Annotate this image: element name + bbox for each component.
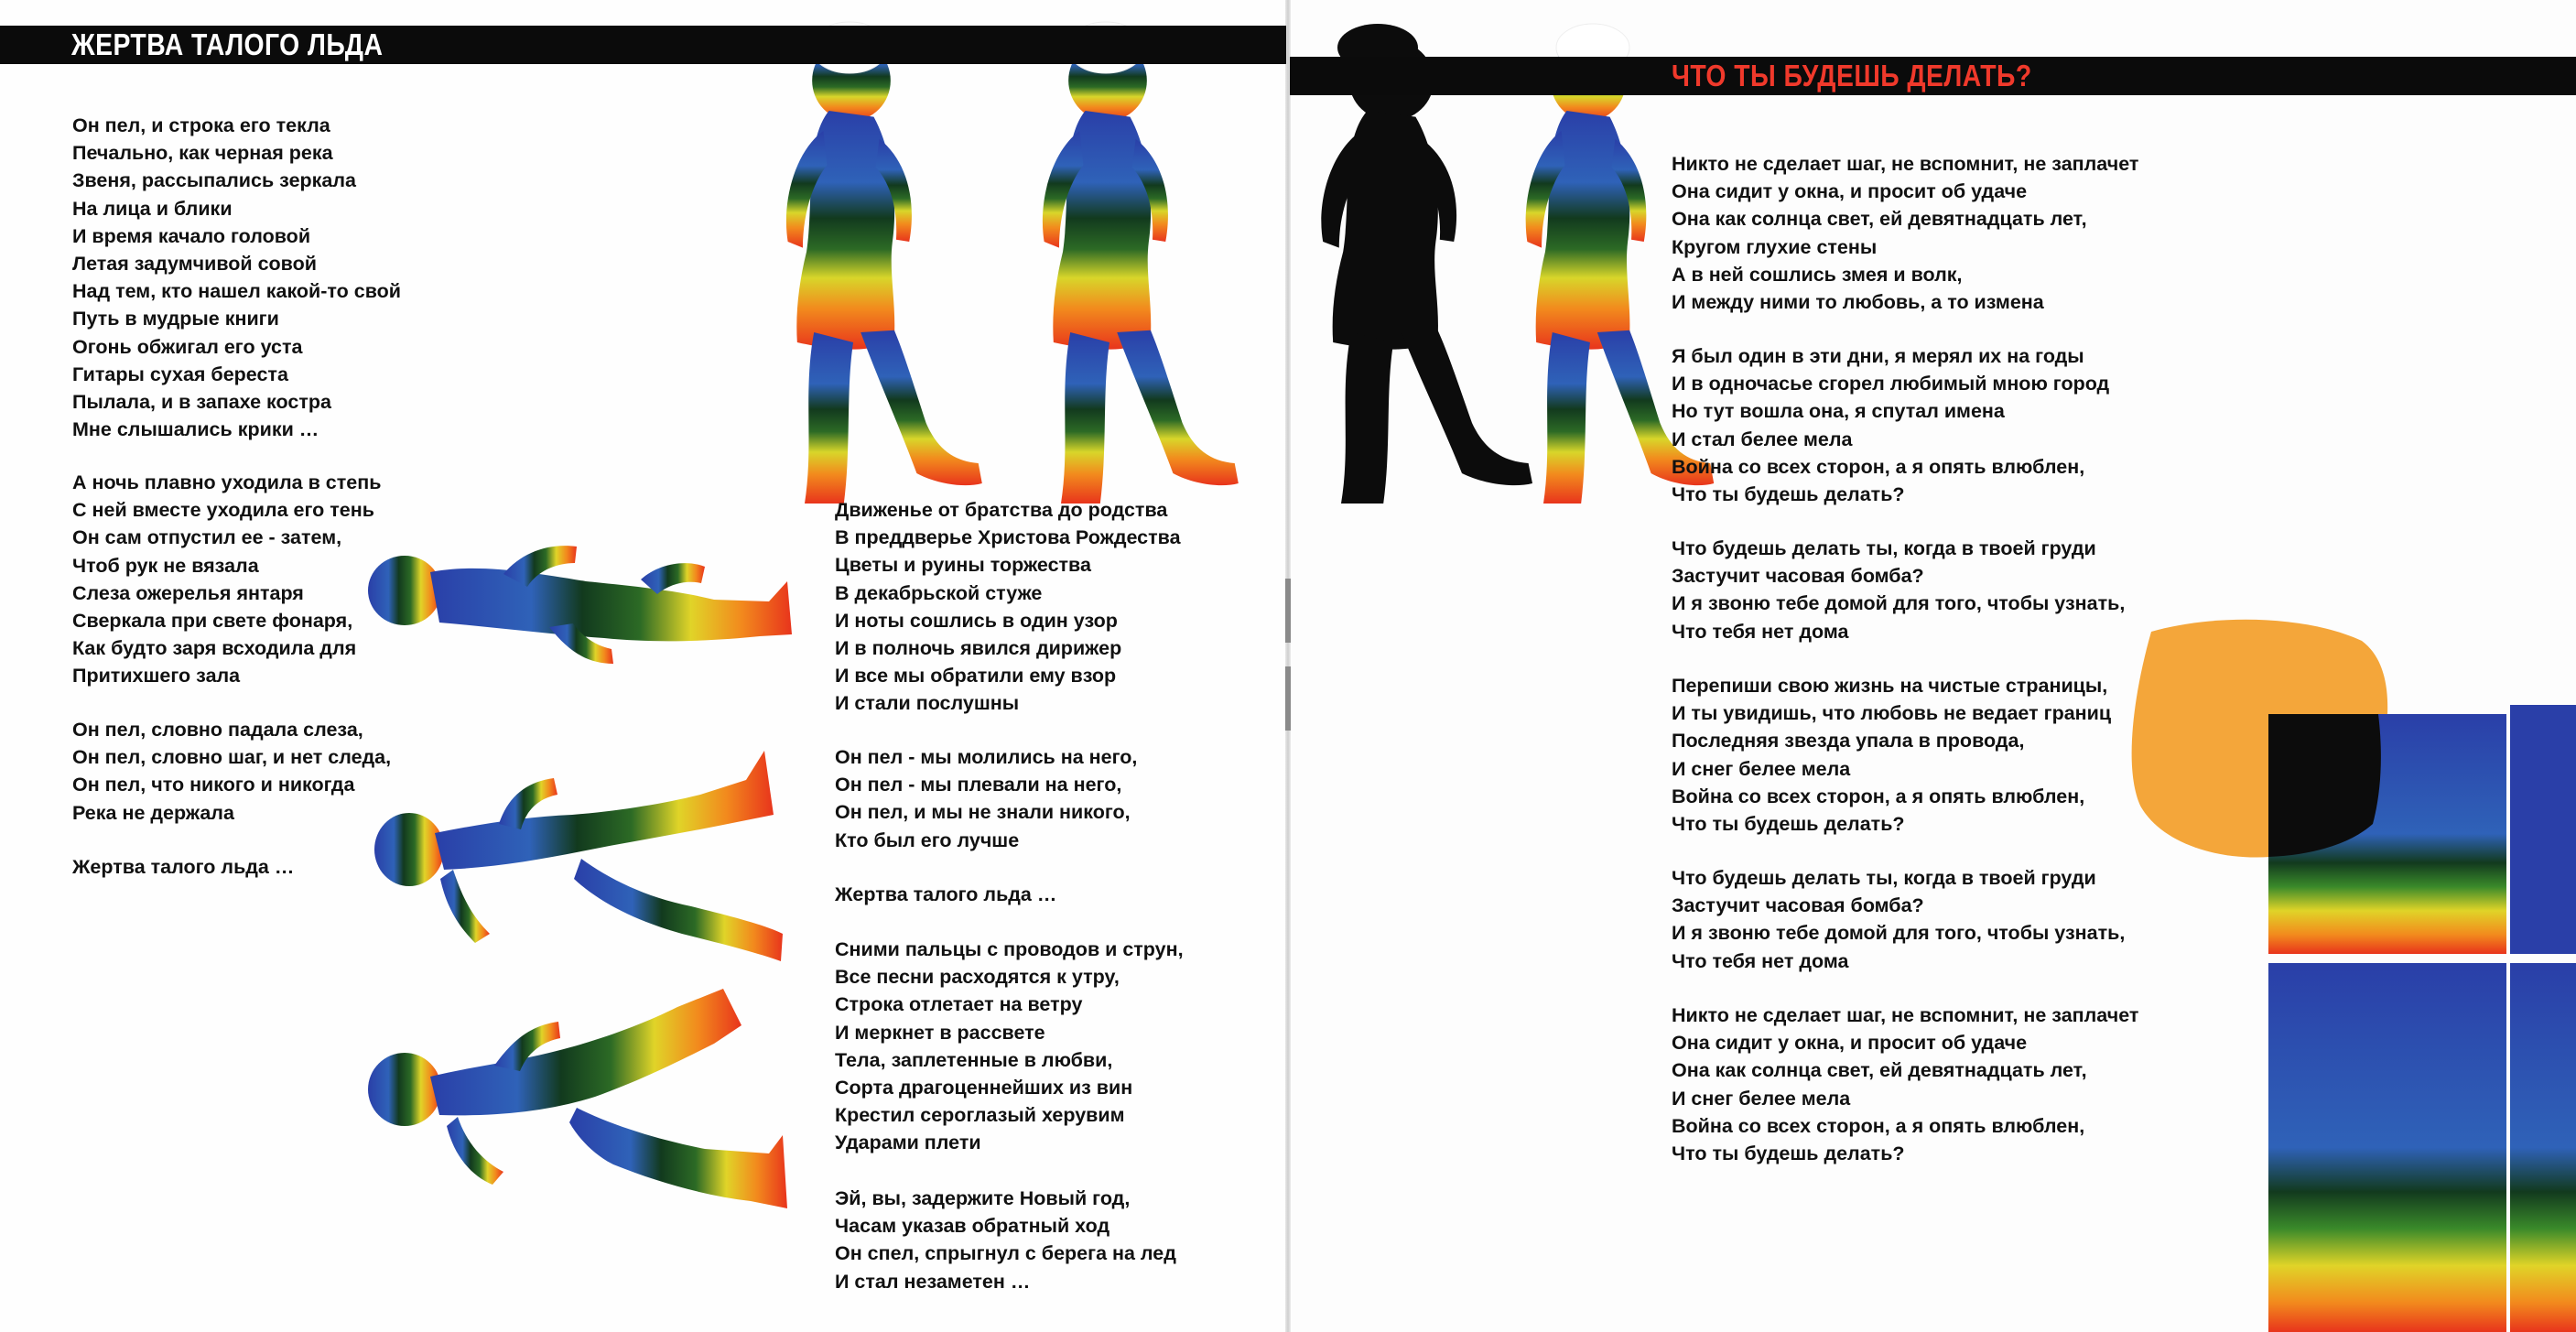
lyric-line: И я звоню тебе домой для того, чтобы узнать, [1672, 922, 2126, 945]
lyric-line: Огонь обжигал его уста [72, 335, 303, 358]
lyric-line: Война со всех сторон, а я опять влюблен, [1672, 1114, 2085, 1137]
lyric-line: И снег белее мела [1672, 757, 1851, 780]
lyric-line: Застучит часовая бомба? [1672, 894, 1924, 917]
lyric-line: Крестил сероглазый херувим [835, 1104, 1125, 1127]
lyrics-stanza [835, 1185, 1176, 1295]
lyric-line: Чтоб рук не вязала [72, 554, 259, 577]
lyric-line: Пылала, и в запахе костра [72, 391, 331, 414]
lyrics-stanza [1672, 535, 2125, 645]
lyric-line: Что будешь делать ты, когда в твоей груди [1672, 537, 2096, 559]
lyric-line: Война со всех сторон, а я опять влюблен, [1672, 455, 2085, 478]
lyric-line: Река не держала [72, 801, 234, 824]
lyric-line: Притихшего зала [72, 665, 241, 688]
lyric-line: Мне слышались крики … [72, 418, 319, 441]
lyric-line: Как будто заря всходила для [72, 637, 357, 660]
lyric-line: С ней вместе уходила его тень [72, 499, 374, 522]
lyric-line: Он пел, словно падала слеза, [72, 719, 363, 741]
lyric-line: Цветы и руины торжества [835, 554, 1091, 577]
lyric-line: Она сидит у окна, и просит об удаче [1672, 1032, 2028, 1055]
lyric-line: Никто не сделает шаг, не вспомнит, не заплачет [1672, 1004, 2139, 1026]
song-title-left: ЖЕРТВА ТАЛОГО ЛЬДА [71, 27, 384, 61]
lyric-line: Жертва талого льда … [835, 883, 1057, 905]
lyrics-stanza [835, 936, 1184, 1157]
lyric-line: Печально, как черная река [72, 142, 333, 165]
lyric-line: Часам указав обратный ход [835, 1215, 1110, 1238]
lyric-line: Он сам отпустил ее - затем, [72, 526, 342, 549]
lyric-line: А в ней сошлись змея и волк, [1672, 263, 1963, 286]
lyric-line: Движенье от братства до родства [835, 499, 1168, 521]
lyric-line: Что ты будешь делать? [1672, 1142, 1905, 1165]
lyrics-stanza [72, 716, 391, 827]
lyric-line: И ноты сошлись в один узор [835, 609, 1118, 632]
lyric-line: Над тем, кто нашел какой-то свой [72, 280, 402, 303]
lyric-line: Тела, заплетенные в любви, [835, 1048, 1113, 1071]
lyric-line: И стал незаметен … [835, 1270, 1031, 1293]
lyric-line: И ты увидишь, что любовь не ведает границ [1672, 702, 2112, 725]
lyrics-stanza [1672, 672, 2111, 838]
lyric-line: И время качало головой [72, 224, 311, 247]
lyric-line: В преддверье Христова Рождества [835, 526, 1181, 549]
lyric-line: Что тебя нет дома [1672, 620, 1849, 643]
lyric-line: Эй, вы, задержите Новый год, [835, 1187, 1131, 1209]
lyrics-stanza [1672, 864, 2125, 975]
lyric-line: Что тебя нет дома [1672, 949, 1849, 972]
lyric-line: Гитары сухая береста [72, 363, 288, 385]
lyric-line: И я звоню тебе домой для того, чтобы узнать, [1672, 592, 2126, 615]
lyric-line: Что ты будешь делать? [1672, 483, 1905, 506]
lyric-line: Она сидит у окна, и просит об удаче [1672, 180, 2028, 203]
lyrics-stanza [835, 743, 1137, 854]
lyric-line: Он пел - мы молились на него, [835, 746, 1138, 768]
lyrics-stanza [72, 112, 401, 443]
lyric-line: Он пел, что никого и никогда [72, 774, 355, 796]
lyrics-stanza [72, 853, 294, 881]
lyric-line: Он пел, и строка его текла [72, 114, 330, 136]
lyrics-stanza [1672, 150, 2138, 316]
walking-figure-icon [1321, 40, 1532, 504]
lyric-line: Слеза ожерелья янтаря [72, 581, 304, 604]
lyric-line: Что ты будешь делать? [1672, 813, 1905, 836]
lyric-line: Она как солнца свет, ей девятнадцать лет, [1672, 208, 2087, 231]
lyric-line: И стал белее мела [1672, 428, 1853, 450]
lyric-line: Все песни расходятся к утру, [835, 966, 1120, 989]
lyric-line: И снег белее мела [1672, 1087, 1851, 1110]
lyric-line: Последняя звезда упала в провода, [1672, 730, 2025, 753]
lyrics-stanza [835, 496, 1181, 718]
lyric-line: Что будешь делать ты, когда в твоей груди [1672, 867, 2096, 889]
lying-figure-icon [368, 546, 792, 664]
lyric-line: Я был один в эти дни, я мерял их на годы [1672, 345, 2084, 367]
lyric-line: Война со всех сторон, а я опять влюблен, [1672, 785, 2085, 807]
lyrics-stanza [1672, 342, 2109, 508]
lyric-line: Жертва талого льда … [72, 856, 295, 878]
walking-figure-icon [786, 40, 982, 504]
lyric-line: Но тут вошла она, я спутал имена [1672, 400, 2005, 423]
lying-figure-icon [374, 751, 783, 961]
lyric-line: И стали послушны [835, 692, 1020, 715]
lyric-line: Кругом глухие стены [1672, 235, 1878, 258]
lyric-line: Сними пальцы с проводов и струн, [835, 938, 1184, 960]
lyric-line: И между ними то любовь, а то измена [1672, 291, 2044, 314]
lyric-line: Путь в мудрые книги [72, 308, 279, 330]
walking-figure-icon [1043, 40, 1239, 504]
lyric-line: Он спел, спрыгнул с берега на лед [835, 1242, 1176, 1265]
lyric-line: Сорта драгоценнейших из вин [835, 1077, 1133, 1099]
lyric-line: В декабрьской стуже [835, 581, 1043, 604]
lyrics-stanza [1672, 1002, 2138, 1167]
lyric-line: А ночь плавно уходила в степь [72, 471, 382, 493]
lyric-line: Звеня, рассыпались зеркала [72, 169, 356, 192]
lyrics-stanza [72, 469, 381, 690]
lyric-line: На лица и блики [72, 197, 233, 220]
lyric-line: И все мы обратили ему взор [835, 665, 1117, 688]
lyric-line: Сверкала при свете фонаря, [72, 610, 353, 633]
lyric-line: Перепиши свою жизнь на чистые страницы, [1672, 675, 2108, 697]
lyric-line: Застучит часовая бомба? [1672, 565, 1924, 588]
lyric-line: Ударами плети [835, 1132, 981, 1154]
lyric-line: И меркнет в рассвете [835, 1021, 1045, 1044]
lyric-line: Она как солнца свет, ей девятнадцать лет, [1672, 1059, 2087, 1082]
lyric-line: Он пел - мы плевали на него, [835, 774, 1122, 796]
song-title-right: ЧТО ТЫ БУДЕШЬ ДЕЛАТЬ? [1672, 59, 2032, 92]
lyric-line: Он пел, и мы не знали никого, [835, 801, 1131, 824]
lyric-line: Он пел, словно шаг, и нет следа, [72, 746, 392, 769]
lying-figure-icon [368, 989, 787, 1208]
lyric-line: И в одночасье сгорел любимый мною город [1672, 373, 2110, 395]
lyric-line: Летая задумчивой совой [72, 253, 317, 276]
lyrics-stanza [835, 881, 1056, 908]
lyric-line: Строка отлетает на ветру [835, 993, 1083, 1016]
lyric-line: Никто не сделает шаг, не вспомнит, не заплачет [1672, 153, 2139, 175]
lyric-line: Кто был его лучше [835, 828, 1020, 851]
lyric-line: И в полночь явился дирижер [835, 637, 1122, 660]
